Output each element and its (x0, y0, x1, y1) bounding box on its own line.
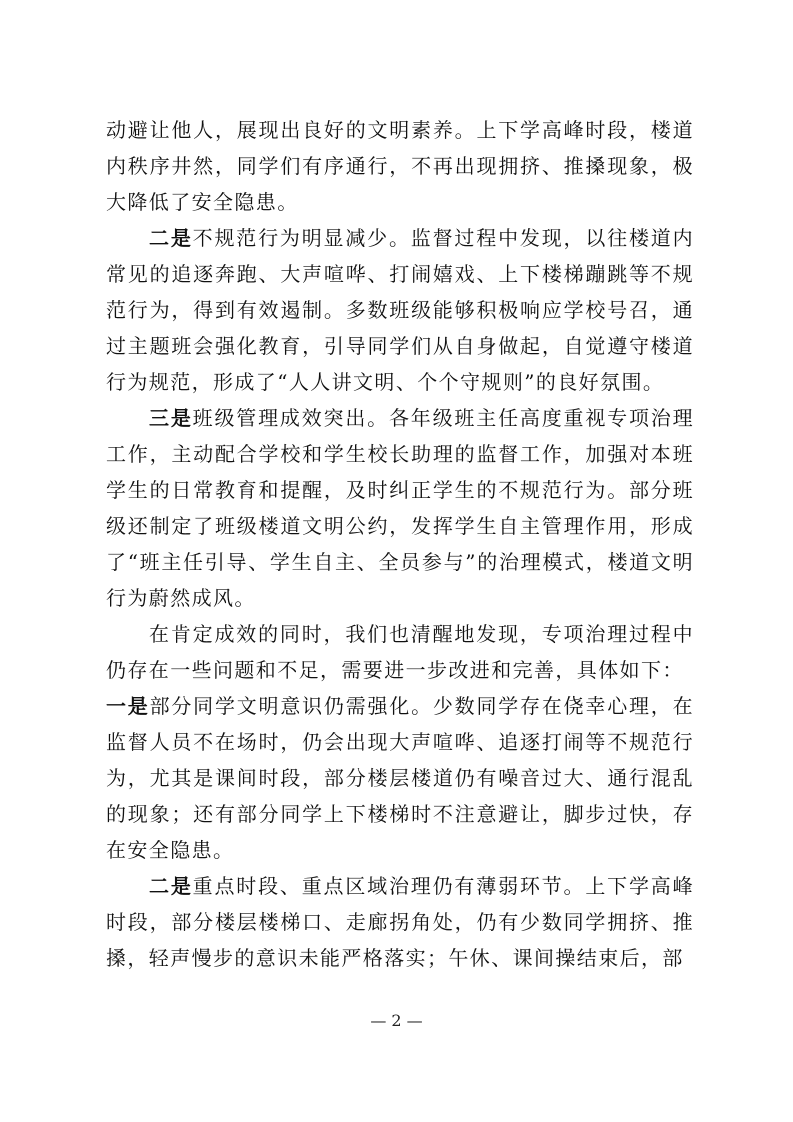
paragraph (106, 112, 694, 220)
paragraph (106, 688, 694, 868)
paragraph-text: 在肯定成效的同时，我们也清醒地发现，专项治理过程中仍存在一些问题和不足，需要进一步改进和完善，具体如下： (106, 622, 694, 682)
paragraph-text: 动避让他人，展现出良好的文明素养。上下学高峰时段，楼道内秩序井然，同学们有序通行，不再出现拥挤、推搡现象，极大降低了安全隐患。 (106, 118, 694, 214)
paragraph-lead: 二是 (149, 874, 193, 898)
document-body (106, 112, 694, 976)
paragraph (106, 868, 694, 976)
paragraph-lead: 三是 (149, 406, 193, 430)
paragraph (106, 400, 694, 616)
paragraph-lead: 一是 (106, 694, 150, 718)
paragraph-text: 重点时段、重点区域治理仍有薄弱环节。上下学高峰时段，部分楼层楼梯口、走廊拐角处，仍有少数同学拥挤、推搡，轻声慢步的意识未能严格落实；午休、课间操结束后，部 (106, 874, 694, 970)
paragraph (106, 220, 694, 400)
page-number: — 2 — (370, 1011, 423, 1030)
paragraph-text: 班级管理成效突出。各年级班主任高度重视专项治理工作，主动配合学校和学生校长助理的监督工作，加强对本班学生的日常教育和提醒，及时纠正学生的不规范行为。部分班级还制定了班级楼道文明公约，发挥学生自主管理作用，形成了“班主任引导、学生自主、全员参与”的治理模式，楼道文明行为蔚然成风。 (106, 406, 694, 610)
paragraph-lead: 二是 (149, 226, 193, 250)
paragraph-text: 部分同学文明意识仍需强化。少数同学存在侥幸心理，在监督人员不在场时，仍会出现大声喧哗、追逐打闹等不规范行为，尤其是课间时段，部分楼层楼道仍有噪音过大、通行混乱的现象；还有部分同学上下楼梯时不注意避让，脚步过快，存在安全隐患。 (106, 694, 694, 862)
paragraph-text: 不规范行为明显减少。监督过程中发现，以往楼道内常见的追逐奔跑、大声喧哗、打闹嬉戏、上下楼梯蹦跳等不规范行为，得到有效遏制。多数班级能够积极响应学校号召，通过主题班会强化教育，引导同学们从自身做起，自觉遵守楼道行为规范，形成了“人人讲文明、个个守规则”的良好氛围。 (106, 226, 694, 394)
paragraph (106, 616, 694, 688)
